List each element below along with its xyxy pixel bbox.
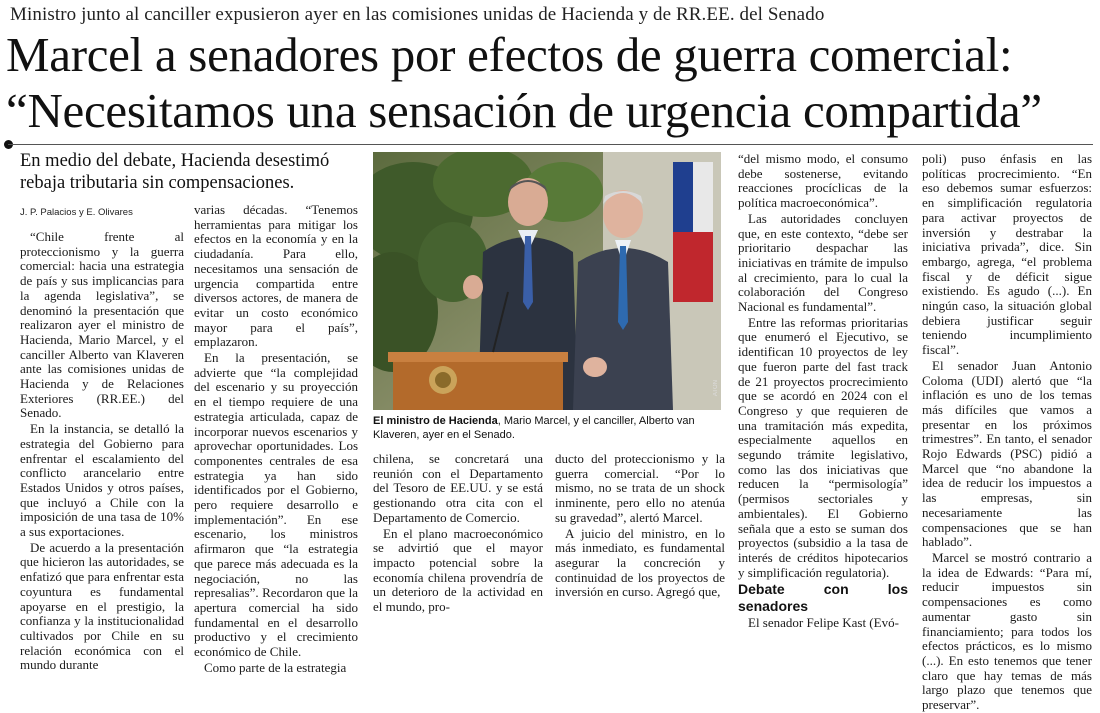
section-rule (8, 144, 1093, 145)
photo-caption (373, 414, 723, 442)
paragraph: El senador Juan Antonio Coloma (UDI) alertó que “la inflación es uno de los temas más difíciles que vamos a presentar en los próximos trimestres”. En tanto, el senador Rojo Edwards (PSC) pidió a Marcel que “no abandone la idea de reducir los impuestos a las empresas, sin necesariamente las compensaciones que se han hablado”. (922, 357, 1092, 550)
kicker: Ministro junto al canciller expusieron ayer en las comisiones unidas de Hacienda y de RR.EE. del Senado (10, 4, 825, 25)
column-4 (555, 452, 725, 600)
subhead: Debate con los senadores (738, 581, 908, 615)
paragraph: poli) puso énfasis en las políticas procrecimiento. “En eso debemos sumar esfuerzos: en simplificación regulatoria para activar proyectos de inversión y destrabar la iniciativa privada”, dice. Sin embargo, agrega, “el problema fiscal y de déficit sigue existiendo. Es agudo (...). En ningún caso, la situación global debiera justificar seguir teniendo incumplimiento fiscal”. (922, 151, 1092, 358)
news-photo (373, 152, 721, 410)
paragraph: A juicio del ministro, en lo más inmediato, es fundamental asegurar la concreción y continuidad de los proyectos de inversión en curso. Agregó que, (555, 525, 725, 600)
paragraph: El senador Felipe Kast (Evó- (748, 615, 899, 631)
paragraph: varias décadas. “Tenemos herramientas para mitigar los efectos en la economía y en la ciudadanía. Para ello, necesitamos una sensación de urgencia compartida entre diversos actores, de manera de evitar un costo económico mayor para el país”, emplazaron. (194, 202, 358, 350)
paragraph: En la presentación, se advierte que “la complejidad del escenario y su proyección en el tiempo requiere de una estrategia articulada, capaz de incorporar nuevos escenarios y aprovechar oportunidades. Los componentes centrales de esa estrategia ya han sido identificados por el Gobierno, pero requiere desarrollo e implementación”. En ese escenario, los ministros afirmaron que “la estrategia que parece más adecuada es la negociación, no las represalias”. Recordaron que la apertura comercial ha sido fundamental en el desarrollo productivo y el crecimiento económico de Chile. (194, 350, 358, 660)
paragraph: En el plano macroeconómico se advirtió que el mayor impacto potencial sobre la economía chilena provendría de un deterioro de la actividad en el mundo, pro- (373, 525, 543, 615)
headline-line-1: Marcel a senadores por efectos de guerra comercial: (6, 27, 1013, 82)
paragraph: ducto del proteccionismo y la guerra comercial. “Por lo mismo, no se trata de un shock inminente, pero ello no atenúa su gravedad”, alertó Marcel. (555, 451, 725, 525)
paragraph: chilena, se concretará una reunión con el Departamento del Tesoro de EE.UU. y se está gestionando otra cita con el Departamento de Comercio. (373, 451, 543, 525)
headline (6, 27, 1096, 139)
paragraph: En la instancia, se detalló la estrategia del Gobierno para enfrentar el escalamiento del conflicto arancelario entre Estados Unidos y otros países, que incluyó a Chile con la imposición de una tasa de 10% a sus exportaciones. (20, 421, 184, 540)
paragraph: Entre las reformas prioritarias que enumeró el Ejecutivo, se identifican 10 proyectos de ley que fueron parte del fast track de 21 proyectos procrecimiento que se acordó en 2024 con el Congreso y que requieren de una tramitación más expedita, especialmente aquellos en segundo trámite legislativo, como las dos iniciativas que reducen la “permisología” (permisos sectoriales y ambientales). El Gobierno señala que a esto se suman dos proyectos (subsidio a la tasa de interés de créditos hipotecarios y simplificación regulatoria). (738, 314, 908, 580)
paragraph: Como parte de la estrategia (204, 659, 347, 675)
photo-illustration (373, 152, 721, 410)
column-5 (738, 152, 908, 631)
headline-line-2: “Necesitamos una sensación de urgencia compartida” (6, 83, 1042, 138)
paragraph: “Chile frente al proteccionismo y la guerra comercial: hacia una estrategia de país y sus implicancias para la agenda legislativa”, se denominó la presentación que realizaron ayer el ministro de Hacienda, Mario Marcel, y el canciller Alberto van Klaveren ante las comisiones unidas de Hacienda y de Relaciones Exteriores (RR.EE.) del Senado. (20, 229, 184, 421)
deck: En medio del debate, Hacienda desestimó rebaja tributaria sin compensaciones. (20, 151, 330, 193)
paragraph: Las autoridades concluyen que, en este contexto, “debe ser prioritario despachar las iniciativas en trámite de impulso al crecimiento, para lo cual la colaboración del Congreso Nacional es fundamental”. (738, 210, 908, 315)
paragraph: Marcel se mostró contrario a la idea de Edwards: “Para mí, reducir impuestos sin compensaciones es como aumentar gasto sin financiamiento; para todos los efectos prácticos, es lo mismo (...). En esto tenemos que tener claro que hay temas de más largo plazo que tenemos que preservar”. (922, 549, 1092, 713)
column-6 (922, 152, 1092, 713)
column-3 (373, 452, 543, 615)
caption-rest: , Mario Marcel, y el canciller, Alberto van Klaveren, ayer en el Senado. (373, 415, 695, 441)
paragraph: “del mismo modo, el consumo debe sostenerse, evitando reacciones procíclicas de la política macroeconómica”. (738, 151, 908, 211)
caption-lead: El ministro de Hacienda (373, 415, 498, 427)
column-1 (20, 230, 184, 673)
column-2 (194, 203, 358, 676)
byline: J. P. Palacios y E. Olivares (20, 207, 133, 218)
paragraph: De acuerdo a la presentación que hicieron las autoridades, se enfatizó que para enfrentar esta coyuntura es fundamental apoyarse en el prestigio, la confianza y la institucionalidad cultivados por Chile en su relación económica con el mundo durante (20, 539, 184, 673)
photo-credit: ATON (713, 379, 719, 396)
